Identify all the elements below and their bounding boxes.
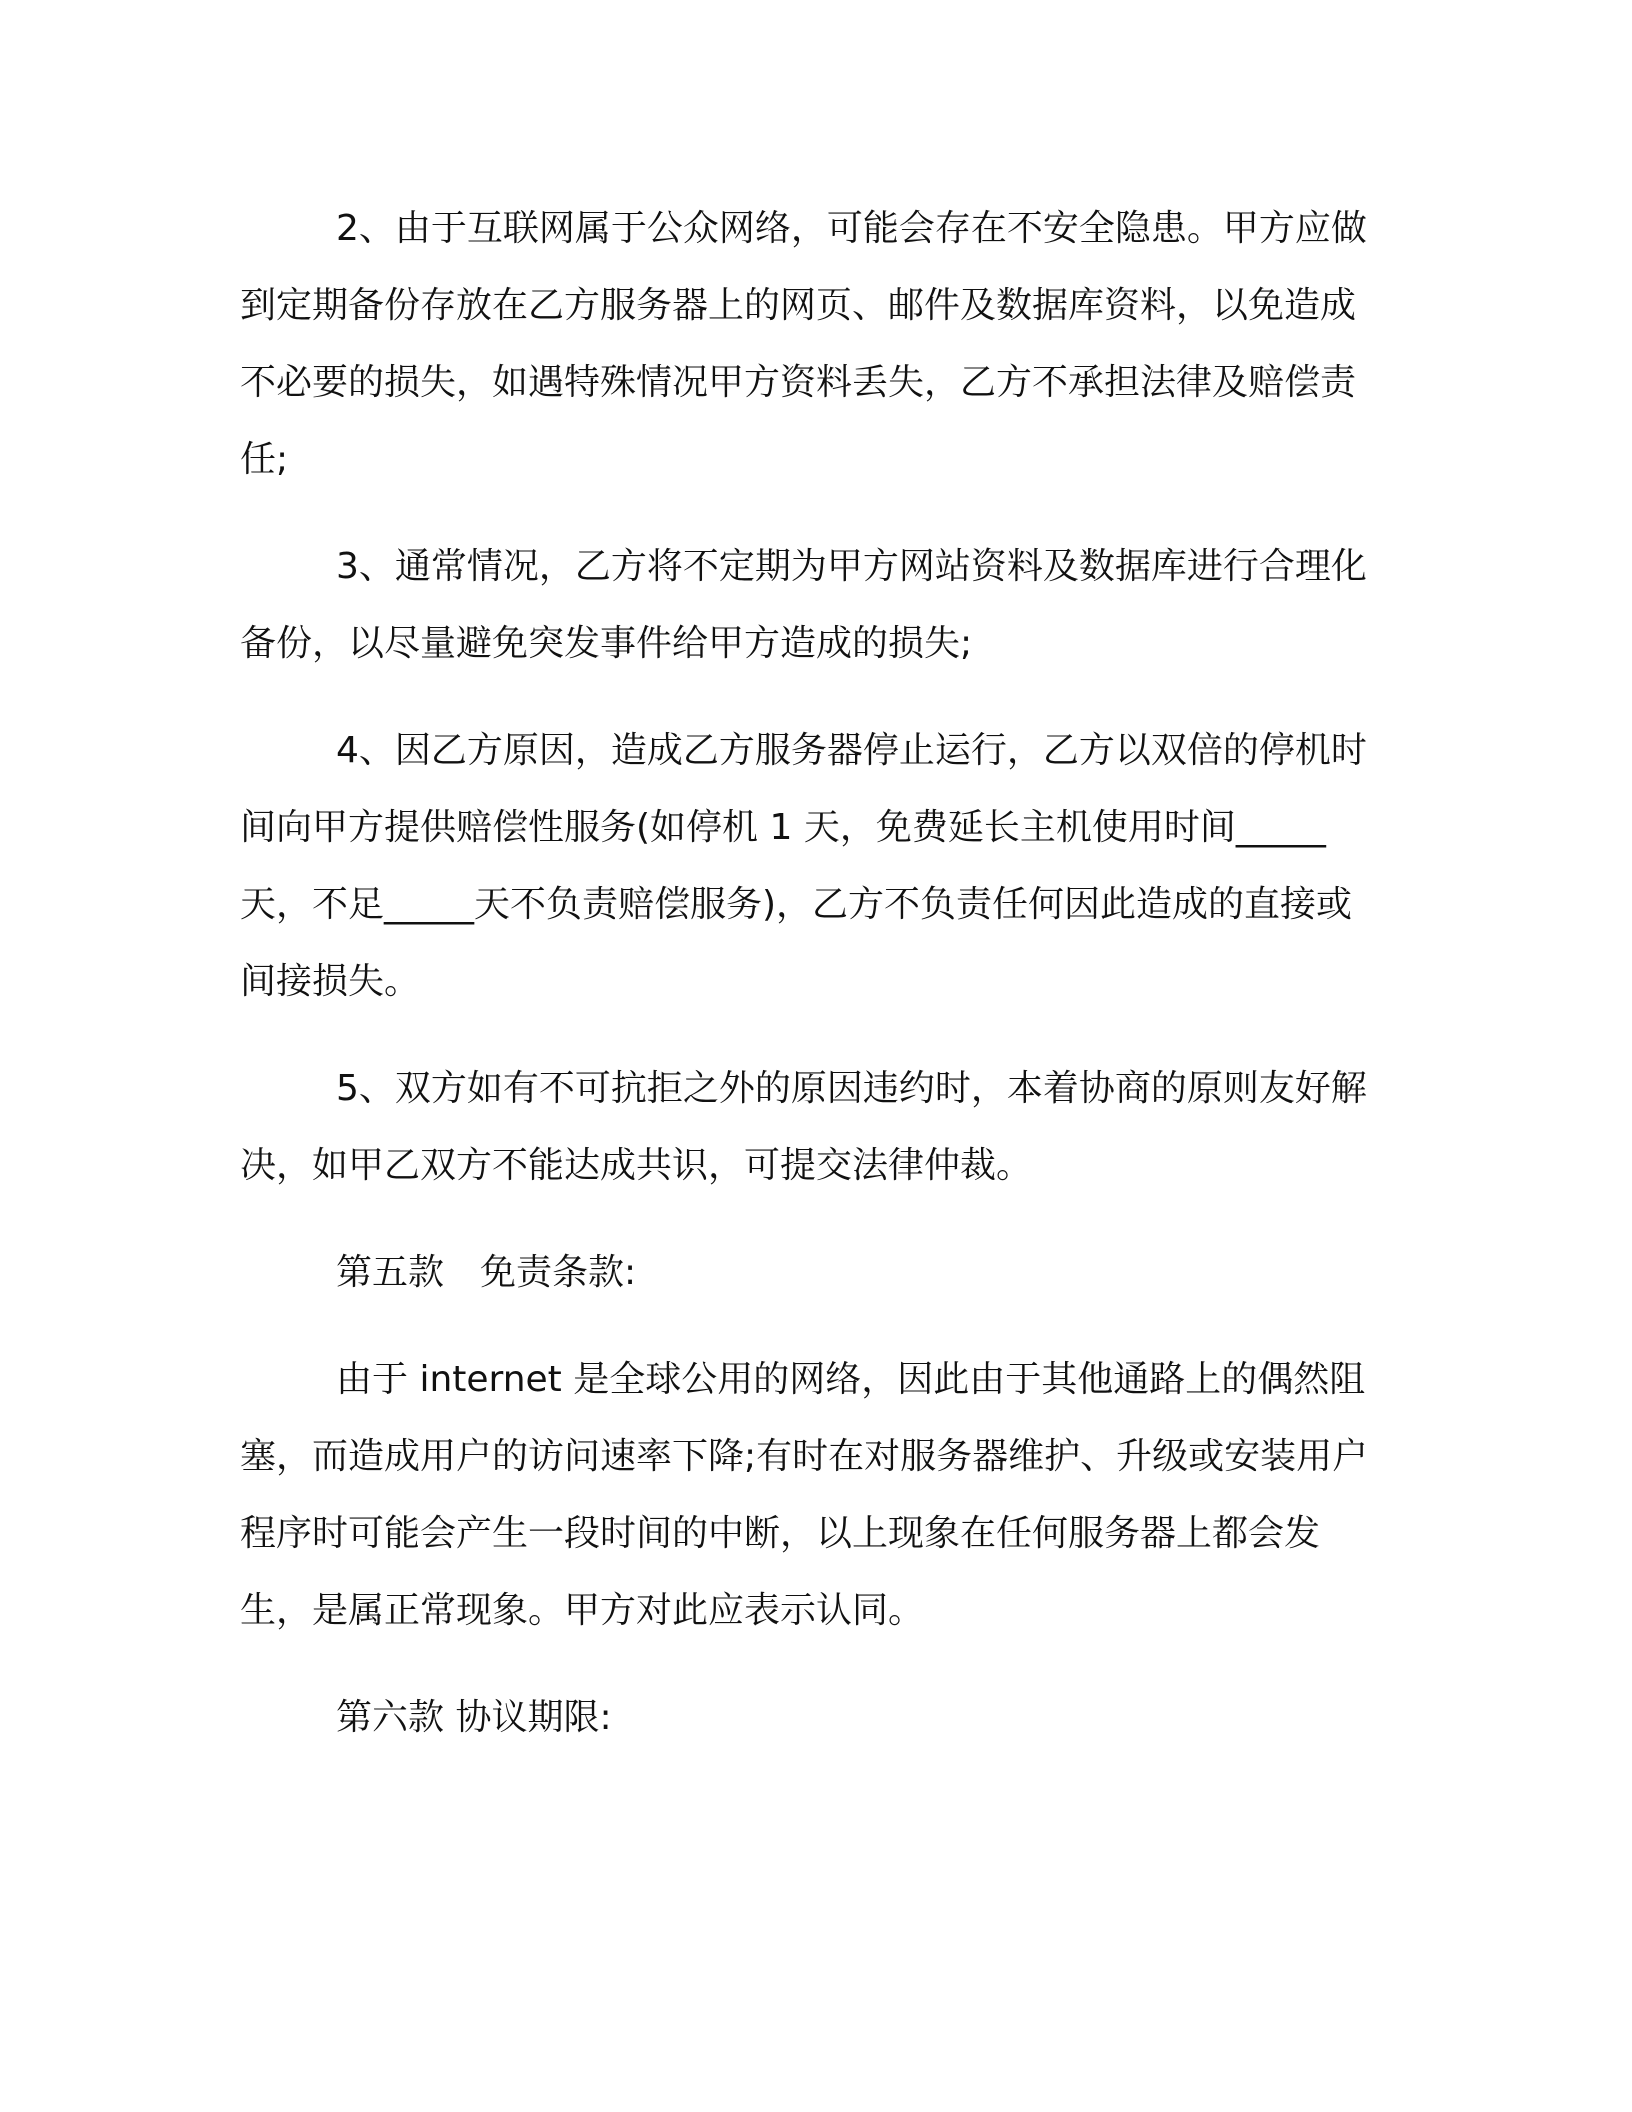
clause-5-paragraph: 5、双方如有不可抗拒之外的原因违约时，本着协商的原则友好解决，如甲乙双方不能达成共识，可提交法律仲裁。 bbox=[240, 1068, 1367, 1186]
section-5-text: 由于 internet 是全球公用的网络，因此由于其他通路上的偶然阻塞，而造成用户的访问速率下降;有时在对服务器维护、升级或安装用户程序时可能会产生一段时间的中断，以上现象在任何服务器上都会发生，是属正常现象。甲方对此应表示认同。 bbox=[240, 1359, 1369, 1631]
clause-4-paragraph: 4、因乙方原因，造成乙方服务器停止运行，乙方以双倍的停机时间向甲方提供赔偿性服务(如停机 1 天，免费延长主机使用时间_____天，不足_____天不负责赔偿服务)，乙方不负责任何因此造成的直接或间接损失。 bbox=[240, 730, 1367, 1002]
section-6-heading: 第六款 协议期限: bbox=[336, 1697, 612, 1738]
section-5-heading: 第五款 免责条款: bbox=[336, 1252, 637, 1293]
document-body bbox=[240, 190, 1380, 1786]
clause-2-paragraph: 2、由于互联网属于公众网络，可能会存在不安全隐患。甲方应做到定期备份存放在乙方服务器上的网页、邮件及数据库资料，以免造成不必要的损失，如遇特殊情况甲方资料丢失，乙方不承担法律及赔偿责任; bbox=[240, 208, 1367, 480]
clause-3-paragraph: 3、通常情况，乙方将不定期为甲方网站资料及数据库进行合理化备份，以尽量避免突发事件给甲方造成的损失; bbox=[240, 546, 1367, 664]
